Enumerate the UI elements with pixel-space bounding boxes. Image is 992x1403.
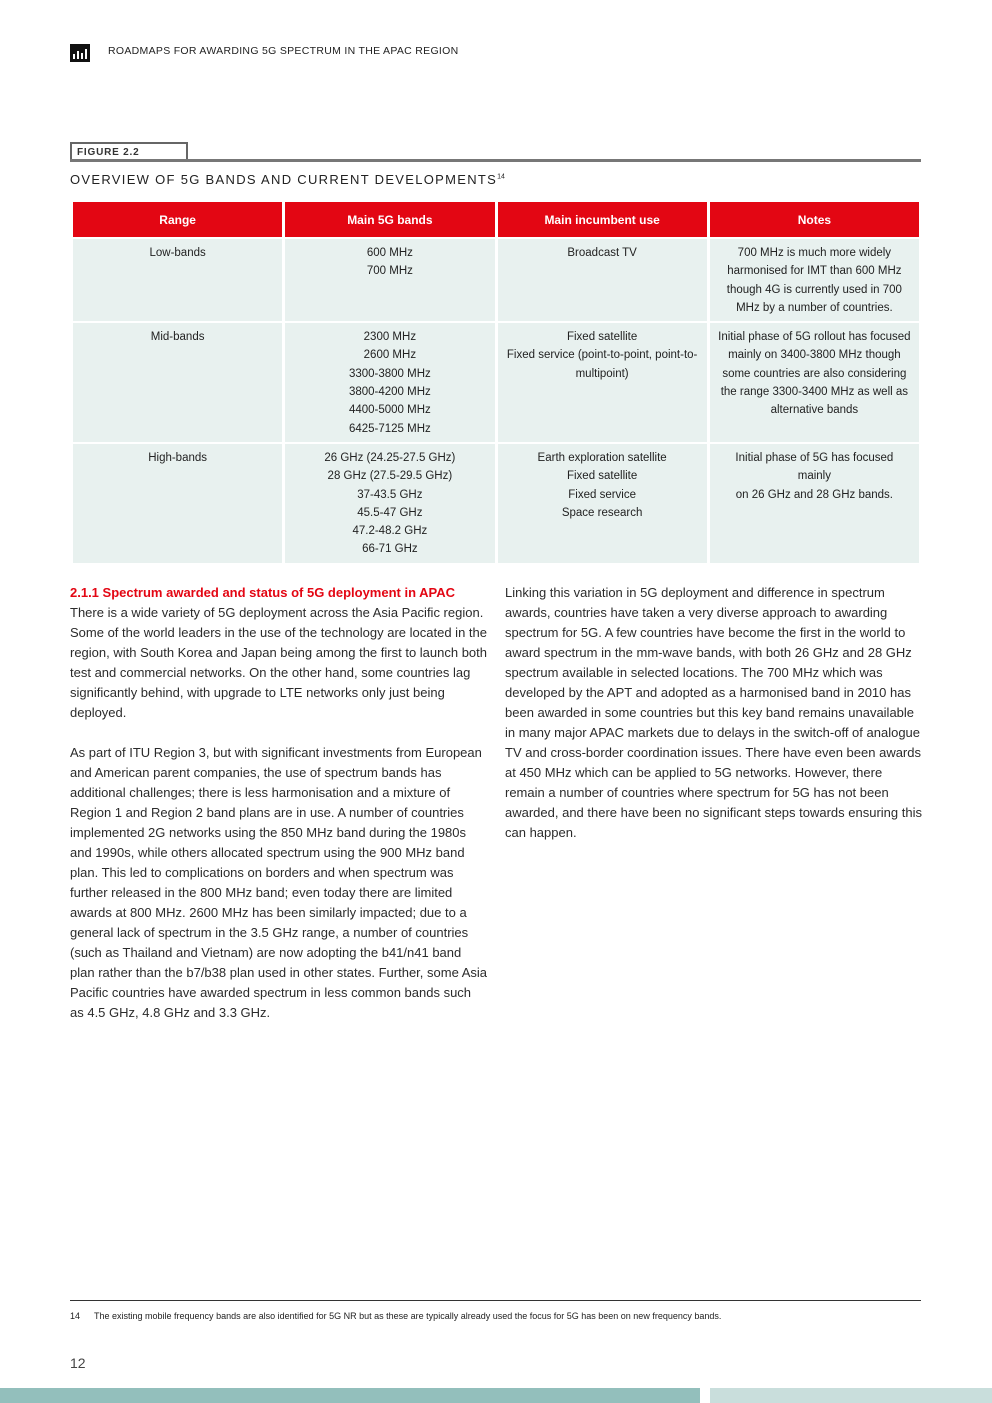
bands-table	[70, 200, 922, 565]
left-column	[70, 583, 487, 1043]
table-row	[73, 444, 919, 563]
figure-rule	[70, 159, 921, 162]
cell-bands: 26 GHz (24.25-27.5 GHz) 28 GHz (27.5-29.5 GHz) 37-43.5 GHz 45.5-47 GHz 47.2-48.2 GHz 66-71 GHz	[285, 444, 494, 563]
paragraph: Linking this variation in 5G deployment and difference in spectrum awards, countries have taken a very diverse approach to awarding spectrum for 5G. A few countries have become the first in the world to award spectrum in the mm-wave bands, with both 26 GHz and 28 GHz spectrum available in selected locations. The 700 MHz which was developed by the APT and adopted as a harmonised band in 2010 has been awarded in some countries but this key band remains unavailable in many major APAC markets due to delays in the switch-off of analogue TV and cross-border coordination issues. There have even been awards at 450 MHz which can be applied to 5G networks. However, there remain a number of countries where spectrum for 5G has not been awarded, and there have been no significant steps towards ensuring this can happen.	[505, 585, 922, 840]
footnote-text: The existing mobile frequency bands are also identified for 5G NR but as these are typically already used the focus for 5G has been on new frequency bands.	[94, 1311, 722, 1321]
column-header-notes: Notes	[710, 202, 919, 237]
footer-bar-light	[710, 1388, 992, 1403]
cell-range: High-bands	[73, 444, 282, 563]
cell-bands: 2300 MHz 2600 MHz 3300-3800 MHz 3800-4200 MHz 4400-5000 MHz 6425-7125 MHz	[285, 323, 494, 442]
cell-notes: 700 MHz is much more widely harmonised for IMT than 600 MHz though 4G is currently used in 700 MHz by a number of countries.	[710, 239, 919, 321]
column-header-bands: Main 5G bands	[285, 202, 494, 237]
cell-incumbent: Broadcast TV	[498, 239, 707, 321]
running-header: ROADMAPS FOR AWARDING 5G SPECTRUM IN THE APAC REGION	[108, 45, 459, 57]
table-row	[73, 239, 919, 321]
footnote-ref: 14	[497, 173, 505, 181]
column-header-range: Range	[73, 202, 282, 237]
cell-bands: 600 MHz 700 MHz	[285, 239, 494, 321]
cell-notes: Initial phase of 5G rollout has focused mainly on 3400-3800 MHz though some countries are also considering the range 3300-3400 MHz as well as alternative bands	[710, 323, 919, 442]
cell-incumbent: Fixed satellite Fixed service (point-to-point, point-to- multipoint)	[498, 323, 707, 442]
chart-bars-icon	[70, 44, 90, 62]
paragraph: There is a wide variety of 5G deployment across the Asia Pacific region. Some of the world leaders in the use of the technology are located in the region, with South Korea and Japan being among the first to launch both test and commercial networks. On the other hand, some countries lag significantly behind, with upgrade to LTE networks only just being deployed.	[70, 605, 488, 720]
footnote-rule	[70, 1300, 921, 1301]
figure-label: FIGURE 2.2	[77, 147, 140, 158]
right-column	[505, 583, 922, 863]
cell-notes: Initial phase of 5G has focused mainly on 26 GHz and 28 GHz bands.	[710, 444, 919, 563]
section-heading: 2.1.1 Spectrum awarded and status of 5G deployment in APAC	[70, 585, 456, 600]
paragraph: As part of ITU Region 3, but with significant investments from European and American parent companies, the use of spectrum bands has additional challenges; there is less harmonisation and a mixture of Region 1 and Region 2 band plans are in use. A number of countries implemented 2G networks using the 850 MHz band during the 1980s and 1990s, while others allocated spectrum using the 900 MHz band plan. This led to complications on borders and when spectrum was further released in the 800 MHz band; even today there are limited awards at 800 MHz. 2600 MHz has been similarly impacted; due to a general lack of spectrum in the 3.5 GHz range, a number of countries (such as Thailand and Vietnam) are now adopting the b41/n41 band plan rather than the b7/b38 plan used in other states. Further, some Asia Pacific countries have awarded spectrum in less common bands such as 4.5 GHz, 4.8 GHz and 3.3 GHz.	[70, 745, 487, 1020]
cell-range: Low-bands	[73, 239, 282, 321]
footnote-number: 14	[70, 1311, 81, 1321]
page-number: 12	[70, 1355, 86, 1371]
figure-title: OVERVIEW OF 5G BANDS AND CURRENT DEVELOPMENTS$^{14}$	[70, 172, 505, 187]
cell-incumbent: Earth exploration satellite Fixed satellite Fixed service Space research	[498, 444, 707, 563]
footer-bar	[0, 1388, 700, 1403]
table-header-row	[73, 202, 919, 237]
cell-range: Mid-bands	[73, 323, 282, 442]
table-row	[73, 323, 919, 442]
column-header-incumbent: Main incumbent use	[498, 202, 707, 237]
